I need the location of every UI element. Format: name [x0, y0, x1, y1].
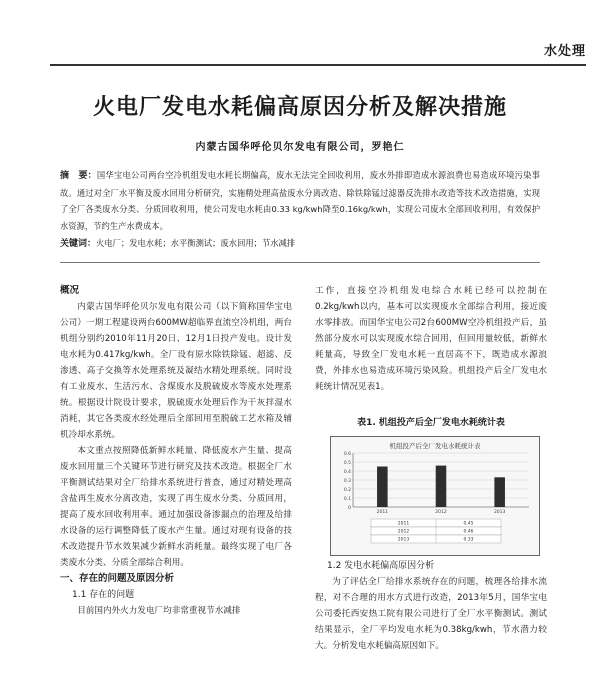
chart-table-value: 0.46 [463, 529, 474, 535]
keywords [60, 236, 540, 251]
right-paragraph-1: 工作，直接空冷机组发电综合水耗已经可以控制在0.2kg/kwh以内，基本可以实现废水全部综合利用，接近废水零排放。而国华宝电公司2台600MW空冷机组投产后，虽然部分废水可以实现废水综合回用，但回用量较低，新鲜水耗量高，导致全厂发电水耗一直居高不下，既造成水源浪费，外排水也易造成环境污染风险。机组投产后全厂发电水耗统计情况见表1。 [315, 286, 547, 392]
section-heading-1: 一、存在的问题及原因分析 [60, 573, 175, 584]
right-paragraph-2: 为了评估全厂给排水系统存在的问题，梳理各给排水流程，对不合理的用水方式进行改造，2013年5月，国华宝电公司委托西安热工院有限公司进行了全厂水平衡测试。测试结果显示，全厂平均发电水耗为0.38kg/kwh，节水潜力较大。分析发电水耗偏高原因如下。 [315, 577, 547, 651]
problem-paragraph: 目前国内外火力发电厂均非常重视节水减排 [77, 606, 241, 616]
chart-table-value: 0.45 [463, 521, 474, 527]
chart-y-tick-label: 0.4 [343, 469, 351, 475]
chart-x-tick-label: 2011 [376, 510, 389, 515]
chart-bar [494, 477, 505, 507]
left-column [60, 283, 292, 619]
chart-y-tick-label: 0 [348, 505, 351, 511]
chart-table-value: 0.33 [463, 537, 474, 543]
overview-paragraph-2: 本文重点按照降低新鲜水耗量、降低废水产生量、提高废水回用量三个关键环节进行研究及技术改造。根据全厂水平衡测试结果对全厂给排水系统进行普查，通过对精处理高含盐再生废水分离改造，实现了再生废水分类、分质回用，提高了废水回收利用率。通过加强设备渗漏点的治理及给排水设备的运行调整降低了废水产生量。通过对现有设备的技术改造提升节水效果减少新鲜水消耗量。最终实现了电厂各类废水分类、分质全部综合利用。 [60, 446, 292, 568]
subsection-heading-1-1: 1.1 存在的问题 [72, 590, 135, 600]
header-rule [50, 64, 586, 66]
table-title: 表1. 机组投产后全厂发电水耗统计表 [357, 418, 505, 428]
abstract-divider [60, 262, 540, 263]
chart-y-tick-label: 0.3 [343, 478, 351, 484]
keywords-label: 关键词： [60, 239, 97, 249]
subsection-heading-1-2: 1.2 发电水耗偏高原因分析 [327, 561, 435, 571]
abstract [60, 167, 540, 234]
chart-y-tick-label: 0.6 [343, 451, 351, 457]
overview-heading: 概况 [60, 285, 80, 296]
paper-title: 火电厂发电水耗偏高原因分析及解决措施 [92, 95, 507, 120]
chart-table-year: 2012 [397, 529, 410, 535]
chart-x-tick-label: 2013 [493, 510, 506, 515]
chart-x-tick-label: 2012 [435, 510, 447, 515]
chart-title: 机组投产后全厂发电水耗统计表 [389, 442, 481, 450]
chart-table-year: 2011 [397, 521, 410, 527]
water-consumption-chart [331, 437, 539, 555]
paper-author: 内蒙古国华呼伦贝尔发电有限公司，罗艳仁 [195, 142, 405, 153]
section-tag: 水处理 [543, 44, 586, 59]
chart-bar [436, 466, 447, 507]
chart-bar [377, 467, 388, 508]
overview-paragraph-1: 内蒙古国华呼伦贝尔发电有限公司（以下简称国华宝电公司）一期工程建设两台600MW超临界直流空冷机组，两台机组分别约2010年11月20日、12月1日投产发电。设计发电水耗为0.417kg/kwh。全厂设有原水除铁除锰、超滤、反渗透、高子交换等水处理系统及凝结水精处理系统。同时设有工业废水、生活污水、含煤废水及脱硫废水等废水处理系统。根据设计院设计要求，脱硫废水处理后作为干灰拌湿水消耗，其它各类废水经处理后全部回用至脱硫工艺水箱及辅机冷却水系统。 [60, 302, 292, 440]
chart-frame [330, 436, 540, 556]
chart-y-tick-label: 0.5 [343, 460, 351, 466]
abstract-label: 摘 要： [60, 171, 97, 181]
abstract-text: 国华宝电公司两台空冷机组发电水耗长期偏高，废水无法完全回收利用，废水外排即造成水源浪费也易造成环境污染事故。通过对全厂水平衡及废水回用分析研究，实施精处理高盐废水分离改造、除铁除锰过滤器反洗排水改造等技术改造措施，实现了全厂各类废水分类、分质回收利用，使公司发电水耗由0.33 kg/kwh降至0.16kg/kwh，实现公司废水全部回收利用，有效保护水资源，节约生产水费成本。 [60, 170, 540, 231]
right-column-bottom [315, 558, 547, 654]
chart-y-tick-label: 0.1 [343, 496, 351, 502]
right-column-top [315, 283, 547, 395]
chart-table-year: 2013 [397, 537, 410, 543]
keywords-text: 火电厂；发电水耗；水平衡测试；废水回用；节水减排 [96, 238, 296, 248]
chart-y-tick-label: 0.2 [343, 487, 351, 493]
